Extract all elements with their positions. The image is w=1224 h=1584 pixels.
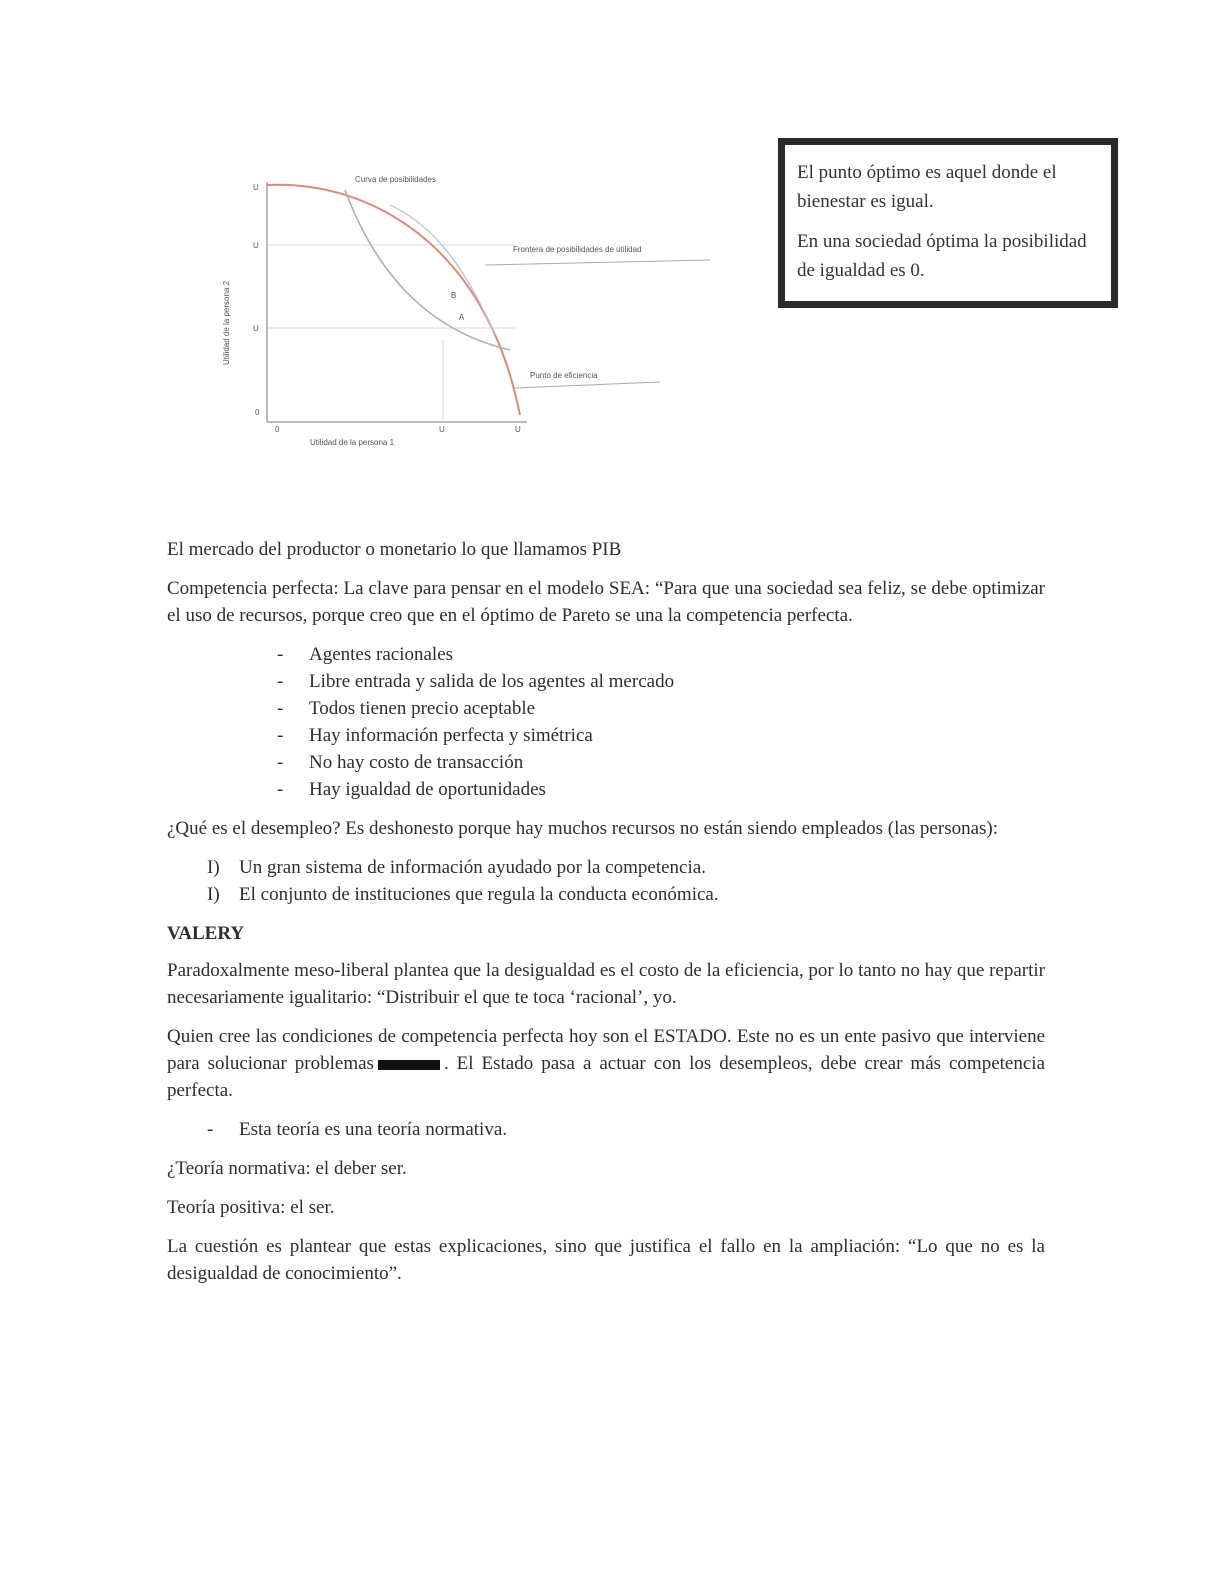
annotation-leader [485,260,710,265]
annotation-label: Punto de eficiencia [530,371,598,380]
conditions-list [167,641,1045,803]
x-axis-label: Utilidad de la persona 1 [310,438,395,447]
annotation-leader [515,382,660,388]
paragraph: Competencia perfecta: La clave para pensar en el modelo SEA: “Para que una sociedad sea feliz, se debe optimizar el uso de recursos, porque creo que en el óptimo de Pareto se una la competencia perfecta. [167,578,1045,626]
section-heading: VALERY [167,923,245,944]
redaction-mark [378,1060,440,1070]
annotation-label: Curva de posibilidades [355,175,436,184]
list-item: - Esta teoría es una teoría normativa. [207,1116,1045,1143]
callout-box [778,138,1118,308]
y-axis-label: Utilidad de la persona 2 [222,280,231,365]
list-item: - No hay costo de transacción [277,749,1045,776]
x-tick: U [515,425,521,434]
document-body [167,536,1045,1299]
list-item-text: Un gran sistema de información ayudado por la competencia. [239,857,706,878]
section-heading: El mercado del productor o monetario lo que llamamos PIB [167,539,622,560]
annotation-label: Frontera de posibilidades de utilidad [513,245,642,254]
list-item: - Hay información perfecta y simétrica [277,722,1045,749]
paragraph: La cuestión es plantear que estas explicaciones, sino que justifica el fallo en la ampliación: “Lo que no es la desigualdad de conocimiento”. [167,1236,1045,1284]
callout-line: En una sociedad óptima la posibilidad de igualdad es 0. [797,231,1087,281]
figure-svg [215,160,725,460]
paragraph: Teoría positiva: el ser. [167,1197,335,1218]
list-item [207,881,1045,908]
y-tick: 0 [255,408,260,417]
x-tick: U [439,425,445,434]
y-tick: U [253,183,259,192]
utility-possibilities-figure [215,160,725,460]
y-tick: U [253,241,259,250]
single-item-list [167,1116,1045,1143]
y-tick: U [253,324,259,333]
inner-possibilities-curve [345,190,510,350]
list-item: - Libre entrada y salida de los agentes al mercado [277,668,1045,695]
paragraph: Paradoxalmente meso-liberal plantea que la desigualdad es el costo de la eficiencia, por lo tanto no hay que repartir necesariamente igualitario: “Distribuir el que te toca ‘racional’, yo. [167,960,1045,1008]
list-item: - Todos tienen precio aceptable [277,695,1045,722]
list-item: - Hay igualdad de oportunidades [277,776,1045,803]
paragraph: ¿Teoría normativa: el deber ser. [167,1158,407,1179]
list-item [207,854,1045,881]
list-item-text: El conjunto de instituciones que regula la conducta económica. [239,884,719,905]
point-label: B [451,291,457,300]
paragraph-text: . El Estado pasa a actuar con los desempleos, debe crear más competencia perfecta. [167,1053,1046,1101]
list-item: - Agentes racionales [277,641,1045,668]
paragraph [167,1023,1045,1104]
callout-line: El punto óptimo es aquel donde el bienestar es igual. [797,162,1057,212]
list-marker: I) [207,884,220,905]
list-marker: I) [207,857,220,878]
utility-frontier-curve [267,185,520,415]
paragraph-text: Quien cree las condiciones de competencia perfecta hoy son el ESTADO. Este no es un ente pasivo que interviene para solucionar problemas [167,1026,1045,1074]
roman-list [167,854,1045,908]
point-label: A [459,313,465,322]
paragraph: ¿Qué es el desempleo? Es deshonesto porque hay muchos recursos no están siendo empleados (las personas): [167,818,999,839]
x-tick: 0 [275,425,280,434]
